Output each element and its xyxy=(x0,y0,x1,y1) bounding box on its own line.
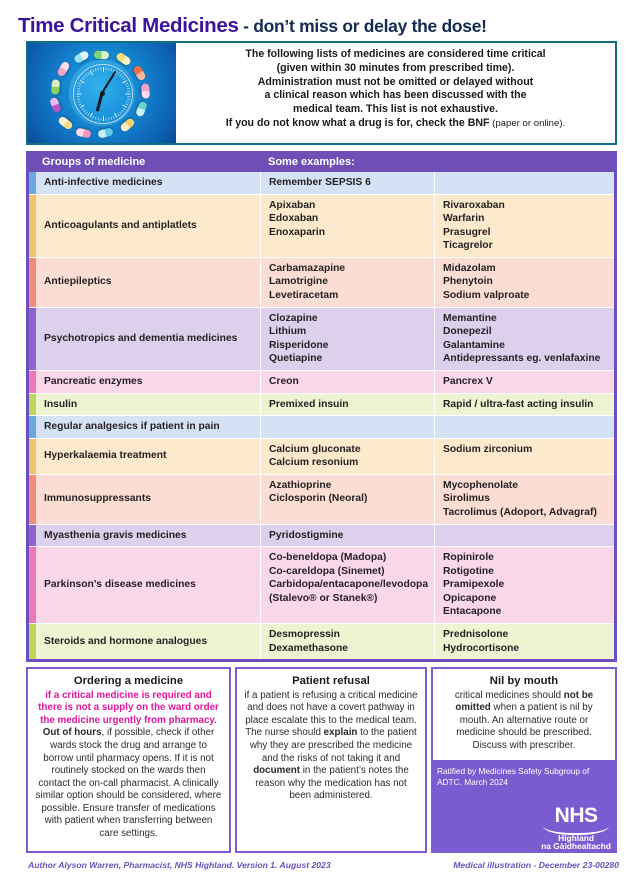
medicine-name: Desmopressin xyxy=(269,629,340,641)
row-group-name: Anticoagulants and antiplatlets xyxy=(36,195,261,257)
intro-line-4: a clinical reason which has been discussed with the xyxy=(264,89,527,102)
guidance-boxes xyxy=(26,667,617,853)
medicine-name: Phenytoin xyxy=(443,276,493,288)
clock-tick xyxy=(77,91,80,92)
footer-author: Author Alyson Warren, Pharmacist, NHS Highland. Version 1. August 2023 xyxy=(28,860,331,871)
medicine-name: Apixaban xyxy=(269,199,316,211)
table-row xyxy=(29,623,614,659)
medicine-name: Memantine xyxy=(443,312,497,324)
nil-by-mouth-box xyxy=(431,667,617,853)
row-examples-col-1 xyxy=(261,475,435,524)
row-accent-bar xyxy=(29,525,36,547)
nhs-highland-logo xyxy=(541,806,611,851)
table-row xyxy=(29,393,614,416)
medicine-name: Co-careldopa (Sinemet) xyxy=(269,565,385,577)
intro-bnf-bold: If you do not know what a drug is for, check the BNF xyxy=(225,116,490,129)
medicine-name: Rotigotine xyxy=(443,565,494,577)
clock-tick xyxy=(77,99,80,101)
medicine-name: Enoxaparin xyxy=(269,226,326,238)
medicine-name: Carbamazapine xyxy=(269,262,346,274)
row-examples-col-2 xyxy=(435,624,614,659)
medicine-name: Levetiracetam xyxy=(269,290,339,302)
clock-tick xyxy=(95,117,97,120)
medicine-name: Calcium gluconate xyxy=(269,443,361,455)
nhs-logo-line-1: Highland xyxy=(558,833,594,844)
footer xyxy=(28,860,619,870)
table-body xyxy=(29,172,614,659)
row-examples-col-2 xyxy=(435,258,614,307)
nhs-logo-line-2: na Gàidhealtachd xyxy=(541,841,611,852)
medicine-name: Risperidone xyxy=(269,339,329,351)
medicines-table xyxy=(26,151,617,662)
nbm-p1c: when a patient is nil by mouth. xyxy=(459,702,593,726)
row-accent-bar xyxy=(29,258,36,307)
medicine-name: Pancrex V xyxy=(443,375,493,387)
clock-tick xyxy=(97,67,99,70)
table-header-row xyxy=(29,151,614,172)
medicine-name: Remember SEPSIS 6 xyxy=(269,177,371,188)
clock-tick xyxy=(77,96,80,97)
medicine-name: Quetiapine xyxy=(269,353,323,365)
clock-tick xyxy=(127,99,130,101)
nbm-p1a: critical medicines should xyxy=(454,689,564,701)
row-group-name: Hyperkalaemia treatment xyxy=(36,439,261,474)
refusal-box-title: Patient refusal xyxy=(292,675,370,688)
row-group-name: Steroids and hormone analogues xyxy=(36,624,261,659)
row-examples-col-1 xyxy=(261,624,435,659)
clock-tick xyxy=(127,88,130,90)
clock-tick xyxy=(127,91,130,92)
row-accent-bar xyxy=(29,371,36,393)
medicine-name: Galantamine xyxy=(443,339,505,351)
clock-tick xyxy=(126,101,129,103)
intro-bnf-small: (paper or online). xyxy=(489,117,566,129)
clock-tick xyxy=(78,85,81,87)
row-group-name: Psychotropics and dementia medicines xyxy=(36,308,261,370)
medicine-name: Mycophenolate xyxy=(443,479,518,491)
medicine-name: Lamotrigine xyxy=(269,276,328,288)
clock-tick xyxy=(97,117,99,120)
row-examples-col-2 xyxy=(435,547,614,623)
ordering-a-medicine-box xyxy=(26,667,231,853)
medicine-name: Rivaroxaban xyxy=(443,199,505,211)
clock-tick xyxy=(117,113,120,116)
row-examples-col-1 xyxy=(261,371,435,393)
row-examples-col-1 xyxy=(261,258,435,307)
medicine-name: Clozapine xyxy=(269,312,318,324)
row-group-name: Myasthenia gravis medicines xyxy=(36,525,261,547)
row-accent-bar xyxy=(29,172,36,194)
intro-text xyxy=(176,43,615,143)
table-row xyxy=(29,415,614,438)
row-accent-bar xyxy=(29,308,36,370)
row-examples-col-2 xyxy=(435,394,614,416)
medicine-name: Antidepressants eg. venlafaxine xyxy=(443,353,601,365)
row-group-name: Parkinson’s disease medicines xyxy=(36,547,261,623)
clock-tick xyxy=(126,85,129,87)
ordering-box-highlight: if a critical medicine is required and there is not a supply on the ward order the medicine urgently from pharmacy. xyxy=(38,689,219,726)
medicine-name: Donepezil xyxy=(443,326,492,338)
clock-tick xyxy=(108,117,110,120)
row-examples-col-2 xyxy=(435,475,614,524)
refusal-box-para-2 xyxy=(245,727,417,801)
nbm-para-2: An alternative route or medicine should be prescribed. Discuss with prescriber. xyxy=(456,714,592,752)
medicine-name: Warfarin xyxy=(443,213,485,225)
clock-tick xyxy=(110,117,112,120)
ordering-box-content xyxy=(28,669,229,851)
clock-tick xyxy=(92,69,94,72)
refusal-explain-bold: explain xyxy=(323,727,358,739)
medicine-name: Co-beneldopa (Madopa) xyxy=(269,552,387,564)
row-group-name: Antiepileptics xyxy=(36,258,261,307)
refusal-p2a: The nurse should xyxy=(245,727,324,739)
row-examples-col-2 xyxy=(435,439,614,474)
ordering-box-bold-lead: Out of hours xyxy=(42,727,102,739)
clock-tick xyxy=(100,118,101,121)
row-examples-col-2 xyxy=(435,416,614,438)
refusal-p2e: in the patient’s notes the reason why the medication has not been administered. xyxy=(255,765,409,802)
clock-tick xyxy=(119,112,122,115)
page-title xyxy=(12,8,621,41)
medicine-name: Sirolimus xyxy=(443,493,490,505)
row-examples-col-2 xyxy=(435,371,614,393)
row-examples-col-1 xyxy=(261,416,435,438)
intro-line-5: medical team. This list is not exhaustive. xyxy=(293,103,498,116)
clock-tick xyxy=(113,116,115,119)
medicine-name: Dexamethasone xyxy=(269,642,348,654)
table-row xyxy=(29,257,614,307)
table-row xyxy=(29,370,614,393)
medicine-name: Prasugrel xyxy=(443,226,491,238)
row-examples-col-2 xyxy=(435,308,614,370)
intro-line-3: Administration must not be omitted or delayed without xyxy=(257,75,534,88)
page-title-main: Time Critical Medicines xyxy=(18,14,239,37)
row-examples-col-1 xyxy=(261,525,435,547)
clock-tick xyxy=(79,83,82,85)
clock-tick xyxy=(77,94,82,95)
row-examples-col-1 xyxy=(261,394,435,416)
medicine-name: Ciclosporin (Neoral) xyxy=(269,493,368,505)
row-accent-bar xyxy=(29,195,36,257)
row-accent-bar xyxy=(29,439,36,474)
patient-refusal-box xyxy=(235,667,427,853)
medicine-name: Carbidopa/entacapone/levodopa xyxy=(269,579,429,591)
nbm-box-title: Nil by mouth xyxy=(489,675,559,688)
nbm-box-content xyxy=(433,669,615,759)
medicine-name: Calcium resonium xyxy=(269,457,359,469)
medicine-name: Rapid / ultra-fast acting insulin xyxy=(443,398,594,410)
table-header-examples: Some examples: xyxy=(268,155,355,168)
row-accent-bar xyxy=(29,416,36,438)
row-accent-bar xyxy=(29,547,36,623)
clock-tick xyxy=(126,94,131,95)
ratified-note: Ratified by Medicines Safety Subgroup of ADTC. March 2024 xyxy=(437,765,590,787)
row-accent-bar xyxy=(29,475,36,524)
row-examples-col-2 xyxy=(435,195,614,257)
row-examples-col-1 xyxy=(261,195,435,257)
medicine-name: Entacapone xyxy=(443,606,502,618)
ordering-box-title: Ordering a medicine xyxy=(73,675,184,688)
medicine-name: Pramipexole xyxy=(443,579,505,591)
medicine-name: Tacrolimus (Adoport, Advagraf) xyxy=(443,506,597,518)
row-accent-bar xyxy=(29,394,36,416)
medicine-name: Midazolam xyxy=(443,262,496,274)
medicine-name: Azathioprine xyxy=(269,479,332,491)
medicine-name: Sodium valproate xyxy=(443,290,530,302)
row-group-name: Regular analgesics if patient in pain xyxy=(36,416,261,438)
clock-tick xyxy=(125,103,128,105)
medicine-name: Prednisolone xyxy=(443,629,509,641)
medicine-name: Sodium zirconium xyxy=(443,443,533,455)
row-group-name: Pancreatic enzymes xyxy=(36,371,261,393)
clock-tick xyxy=(100,67,101,70)
table-row xyxy=(29,546,614,623)
medicine-name: (Stalevo® or Stanek®) xyxy=(269,592,378,604)
table-row xyxy=(29,524,614,547)
clock-tick xyxy=(103,67,104,72)
intro-line-2: (given within 30 minutes from prescribed time). xyxy=(276,61,515,74)
row-group-name: Immunosuppressants xyxy=(36,475,261,524)
footer-illustration-ref: Medical illustration - December 23-00280 xyxy=(453,860,619,871)
medicine-name: Hydrocortisone xyxy=(443,642,520,654)
medicine-name: Opicapone xyxy=(443,592,497,604)
page-title-sub: - don’t miss or delay the dose! xyxy=(238,16,487,36)
medicine-name: Lithium xyxy=(269,326,307,338)
row-group-name: Insulin xyxy=(36,394,261,416)
clock-tick xyxy=(106,118,107,121)
nbm-omitted-bold: not be omitted xyxy=(455,689,594,714)
table-row xyxy=(29,194,614,257)
refusal-box-content xyxy=(237,669,425,851)
poster-frame xyxy=(12,8,621,883)
ordering-box-body xyxy=(36,727,222,839)
clock-tick xyxy=(103,116,104,121)
table-row xyxy=(29,172,614,194)
intro-band xyxy=(26,41,617,145)
medicine-name: Edoxaban xyxy=(269,213,319,225)
row-accent-bar xyxy=(29,624,36,659)
clock-tick xyxy=(123,108,126,111)
table-header-groups: Groups of medicine xyxy=(42,155,146,168)
row-examples-col-1 xyxy=(261,547,435,623)
medicine-name: Pyridostigmine xyxy=(269,529,344,541)
medicine-name: Ropinirole xyxy=(443,552,494,564)
row-examples-col-1 xyxy=(261,308,435,370)
row-group-name: Anti-infective medicines xyxy=(36,172,261,194)
ordering-box-body-text: , if possible, check if other wards stock the drug and arrange to borrow until pharmacy opens. If it is not routinely stocked on the wards then contact the on-call pharmacist. A clinically similar option should be considered, where possible. Ensure transfer of medications with patient when transferring between care settings. xyxy=(35,727,222,840)
clock-with-pills-icon xyxy=(28,43,176,143)
nhs-wordmark: NHS xyxy=(554,804,598,828)
refusal-document-bold: document xyxy=(253,765,301,777)
intro-bnf-line xyxy=(182,117,609,131)
clock-tick xyxy=(77,88,80,90)
medicine-name: Ticagrelor xyxy=(443,240,493,252)
row-examples-col-2 xyxy=(435,172,614,194)
clock-tick xyxy=(106,67,107,70)
row-examples-col-2 xyxy=(435,525,614,547)
clock-tick xyxy=(108,67,110,70)
clock-tick xyxy=(121,110,124,113)
intro-line-1: The following lists of medicines are considered time critical xyxy=(245,48,546,60)
medicine-name: Premixed insuin xyxy=(269,398,349,410)
clock-tick xyxy=(127,96,130,97)
refusal-p2c: to the patient why they are prescribed the medicine and the risks of not taking it and xyxy=(249,727,417,764)
row-examples-col-1 xyxy=(261,439,435,474)
table-row xyxy=(29,438,614,474)
row-examples-col-1 xyxy=(261,172,435,194)
table-row xyxy=(29,307,614,370)
table-row xyxy=(29,474,614,524)
refusal-box-para-1: if a patient is refusing a critical medicine and does not have a covert pathway in place escalate this to the medical team. xyxy=(244,689,418,726)
medicine-name: Creon xyxy=(269,375,299,387)
clock-tick xyxy=(95,68,97,71)
